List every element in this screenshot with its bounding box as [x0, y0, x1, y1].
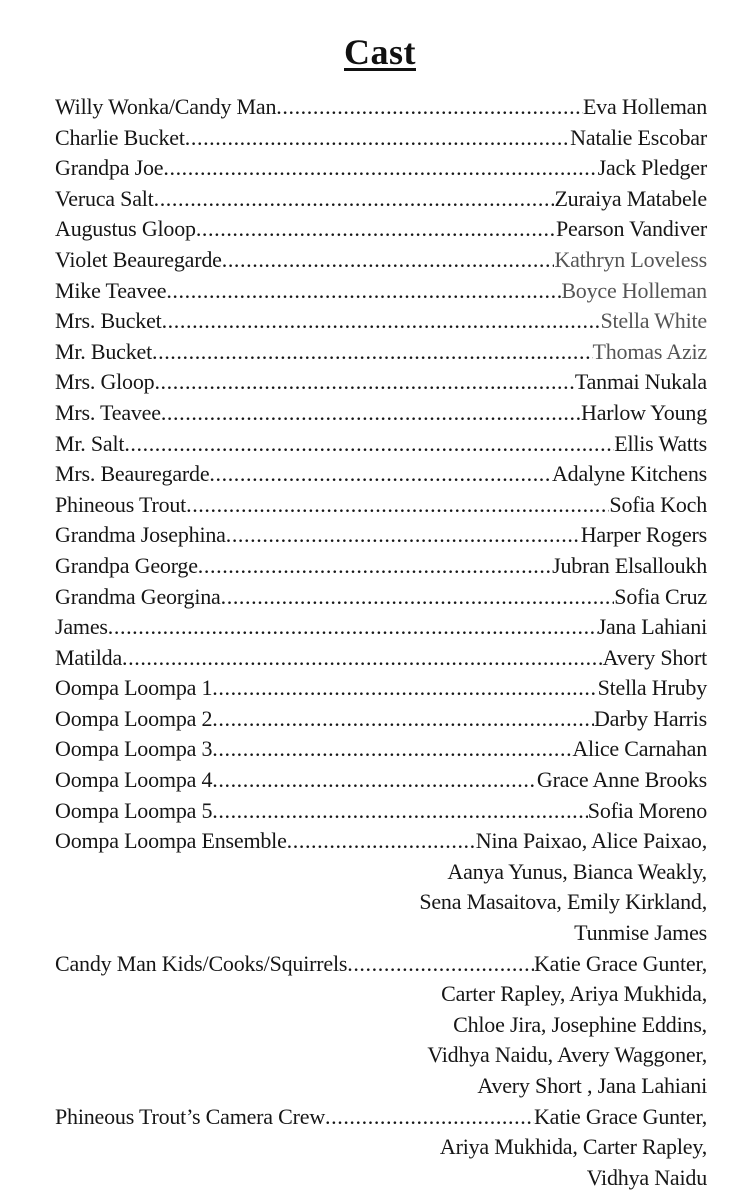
role-name: Oompa Loompa 2 [55, 705, 213, 731]
dot-leader [198, 551, 552, 582]
dot-leader [276, 92, 583, 123]
dot-leader [226, 520, 581, 551]
cast-row [55, 551, 707, 582]
role-name: Grandpa George [55, 552, 198, 578]
dot-leader [162, 306, 601, 337]
actor-name: Alice Carnahan [572, 736, 707, 762]
actor-name: Sofia Moreno [587, 797, 707, 823]
dot-leader [161, 398, 581, 429]
actor-name: Sofia Cruz [614, 583, 707, 609]
cast-row [55, 92, 707, 123]
dot-leader [152, 337, 593, 368]
dot-leader [196, 214, 556, 245]
actor-name: Eva Holleman [582, 94, 707, 119]
actor-name: Ellis Watts [614, 430, 707, 456]
actor-name: Thomas Aziz [592, 338, 707, 364]
role-name: Mrs. Bucket [55, 308, 162, 334]
actor-name: Natalie Escobar [570, 124, 707, 150]
cast-row [55, 245, 707, 276]
role-name: Mrs. Teavee [55, 399, 161, 425]
cast-row [55, 673, 707, 704]
role-name: Augustus Gloop [55, 216, 196, 242]
actor-name: Darby Harris [593, 705, 707, 731]
actor-names-line: Ariya Mukhida, Carter Rapley, [439, 1134, 707, 1160]
actor-name: Tanmai Nukala [574, 369, 707, 395]
dot-leader [108, 612, 598, 643]
actor-names-line: Sena Masaitova, Emily Kirkland, [419, 889, 707, 915]
actor-names-line: Katie Grace Gunter, [533, 1103, 707, 1129]
actor-name: Kathryn Loveless [554, 246, 707, 272]
dot-leader [209, 459, 552, 490]
role-name: Phineous Trout’s Camera Crew [55, 1103, 326, 1129]
actor-names-line: Vidhya Naidu, Avery Waggoner, [427, 1042, 707, 1068]
dot-leader [124, 429, 614, 460]
cast-row [55, 459, 707, 490]
role-name: Oompa Loompa 4 [55, 767, 213, 793]
dot-leader [222, 245, 555, 276]
actor-names-line: Vidhya Naidu [586, 1164, 707, 1190]
cast-row [55, 734, 707, 765]
actor-name: Zuraiya Matabele [554, 185, 707, 211]
actor-name: Jack Pledger [597, 155, 707, 181]
actor-name: Sofia Koch [609, 491, 707, 517]
dot-leader [212, 796, 588, 827]
group-row [55, 949, 707, 980]
cast-row [55, 704, 707, 735]
cast-row [55, 582, 707, 613]
role-name: Grandpa Joe [55, 155, 164, 181]
actor-name: Boyce Holleman [561, 277, 707, 303]
role-name: Oompa Loompa Ensemble [55, 828, 287, 854]
role-name: Mrs. Beauregarde [55, 461, 210, 487]
role-name: Matilda [55, 644, 123, 670]
role-name: Grandma Georgina [55, 583, 221, 609]
role-name: Grandma Josephina [55, 522, 226, 548]
actor-name: Adalyne Kitchens [551, 461, 707, 487]
cast-row [55, 796, 707, 827]
role-name: Mike Teavee [55, 277, 167, 303]
dot-leader [154, 184, 555, 215]
role-name: Veruca Salt [55, 185, 154, 211]
dot-leader [186, 490, 609, 521]
dot-leader [163, 153, 597, 184]
actor-name: Pearson Vandiver [556, 216, 707, 242]
actor-names-line: Avery Short , Jana Lahiani [477, 1073, 707, 1098]
cast-row [55, 643, 707, 674]
cast-row [55, 306, 707, 337]
group-row [55, 1102, 707, 1133]
cast-list [55, 92, 707, 1193]
cast-row [55, 337, 707, 368]
role-name: Violet Beauregarde [55, 246, 222, 272]
actor-names-line: Chloe Jira, Josephine Eddins, [453, 1011, 707, 1037]
dot-leader [212, 673, 597, 704]
role-name: Candy Man Kids/Cooks/Squirrels [55, 950, 348, 976]
role-name: Oompa Loompa 3 [55, 736, 213, 762]
actor-names-line: Aanya Yunus, Bianca Weakly, [447, 858, 707, 884]
cast-row [55, 123, 707, 154]
actor-name: Avery Short [602, 644, 707, 670]
role-name: Charlie Bucket [55, 124, 185, 150]
role-name: James [55, 614, 108, 640]
role-name: Oompa Loompa 1 [55, 675, 213, 701]
cast-row [55, 398, 707, 429]
actor-name: Stella White [600, 308, 707, 334]
role-name: Phineous Trout [55, 491, 187, 517]
dot-leader [347, 949, 534, 980]
actor-name: Stella Hruby [597, 675, 707, 701]
page-title: Cast [344, 32, 416, 72]
dot-leader [212, 734, 572, 765]
role-name: Oompa Loompa 5 [55, 797, 213, 823]
dot-leader [166, 276, 561, 307]
actor-names-line: Carter Rapley, Ariya Mukhida, [441, 981, 707, 1007]
cast-row [55, 520, 707, 551]
actor-name: Harlow Young [581, 399, 707, 425]
cast-row [55, 184, 707, 215]
cast-row [55, 765, 707, 796]
dot-leader [325, 1102, 534, 1133]
role-name: Mrs. Gloop [55, 369, 155, 395]
cast-row [55, 276, 707, 307]
actor-names-line: Katie Grace Gunter, [533, 950, 707, 976]
cast-row [55, 214, 707, 245]
cast-row [55, 429, 707, 460]
dot-leader [287, 826, 476, 857]
actor-name: Jana Lahiani [597, 614, 707, 640]
actor-names-line: Tunmise James [574, 920, 707, 946]
dot-leader [221, 582, 615, 613]
cast-row [55, 612, 707, 643]
cast-row [55, 367, 707, 398]
dot-leader [154, 367, 574, 398]
dot-leader [212, 704, 594, 735]
cast-row [55, 490, 707, 521]
cast-row [55, 153, 707, 184]
actor-name: Jubran Elsalloukh [552, 552, 707, 578]
actor-names-line: Nina Paixao, Alice Paixao, [475, 828, 707, 854]
dot-leader [122, 643, 603, 674]
role-name: Mr. Salt [55, 430, 125, 456]
dot-leader [185, 123, 570, 154]
role-name: Willy Wonka/Candy Man [55, 94, 277, 119]
dot-leader [212, 765, 537, 796]
role-name: Mr. Bucket [55, 338, 152, 364]
actor-name: Harper Rogers [580, 522, 707, 548]
group-row [55, 826, 707, 857]
actor-name: Grace Anne Brooks [536, 767, 707, 793]
